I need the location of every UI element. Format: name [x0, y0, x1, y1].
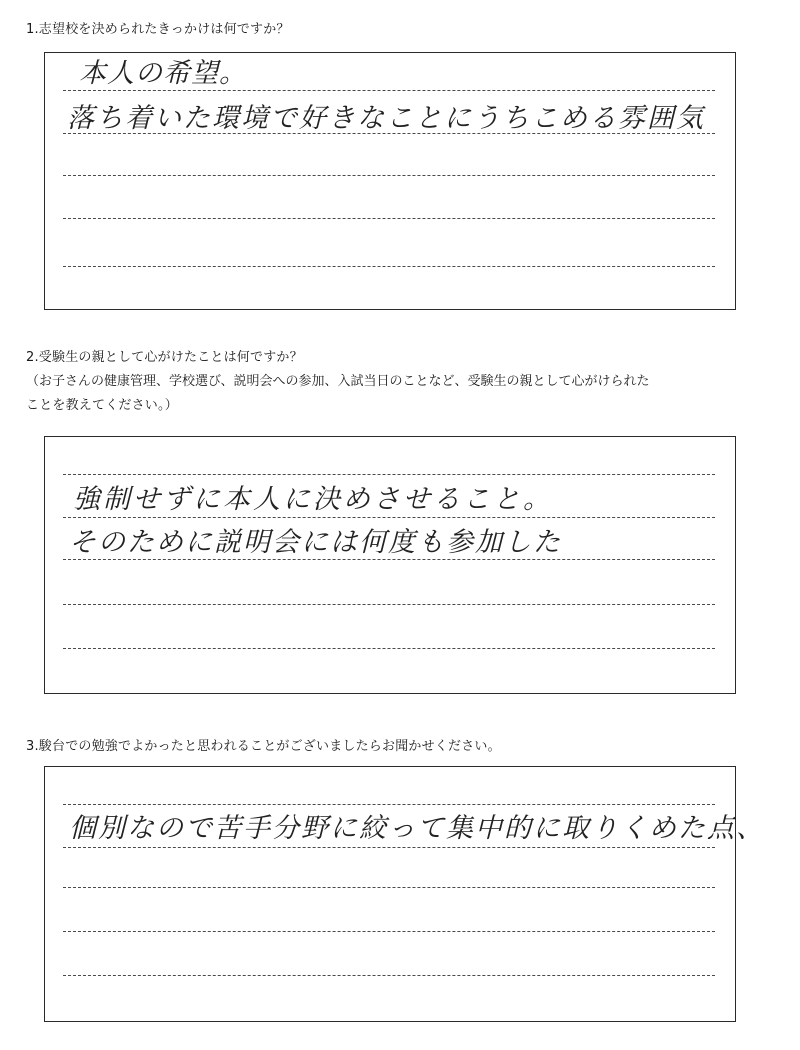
answer-box-2 [44, 436, 736, 694]
answer-box-3 [44, 766, 765, 1022]
question-3-prompt: 3.駿台での勉強でよかったと思われることがございましたらお聞かせください。 [26, 739, 501, 754]
answer-rule [63, 804, 715, 805]
question-3 [26, 735, 780, 759]
question-1-prompt: 1.志望校を決められたきっかけは何ですか？ [26, 22, 290, 37]
handwritten-answer-line: そのために説明会には何度も参加した [69, 527, 562, 558]
answer-rule [63, 474, 715, 475]
question-2-note: （お子さんの健康管理、学校選び、説明会への参加、入試当日のことなど、受験生の親として心がけられた [26, 374, 650, 389]
answer-rule [63, 648, 715, 649]
handwritten-answer-line: 落ち着いた環境で好きなことにうちこめる雰囲気 [67, 103, 705, 134]
handwritten-answer-line: 個別なので苦手分野に絞って集中的に取りくめた点、 [69, 813, 765, 844]
answer-rule [63, 887, 715, 888]
answer-rule [63, 218, 715, 219]
question-1 [26, 18, 780, 42]
answer-rule [63, 847, 715, 848]
question-2-note: ことを教えてください。） [26, 398, 178, 413]
answer-rule [63, 604, 715, 605]
answer-rule [63, 266, 715, 267]
question-2-prompt: 2.受験生の親として心がけたことは何ですか？ [26, 350, 303, 365]
answer-rule [63, 975, 715, 976]
answer-box-1 [44, 52, 736, 310]
answer-rule [63, 175, 715, 176]
question-2 [26, 346, 780, 418]
answer-rule [63, 517, 715, 518]
answer-rule [63, 931, 715, 932]
handwritten-answer-line: 強制せずに本人に決めさせること。 [73, 484, 553, 515]
handwritten-answer-line: 本人の希望。 [79, 58, 247, 89]
